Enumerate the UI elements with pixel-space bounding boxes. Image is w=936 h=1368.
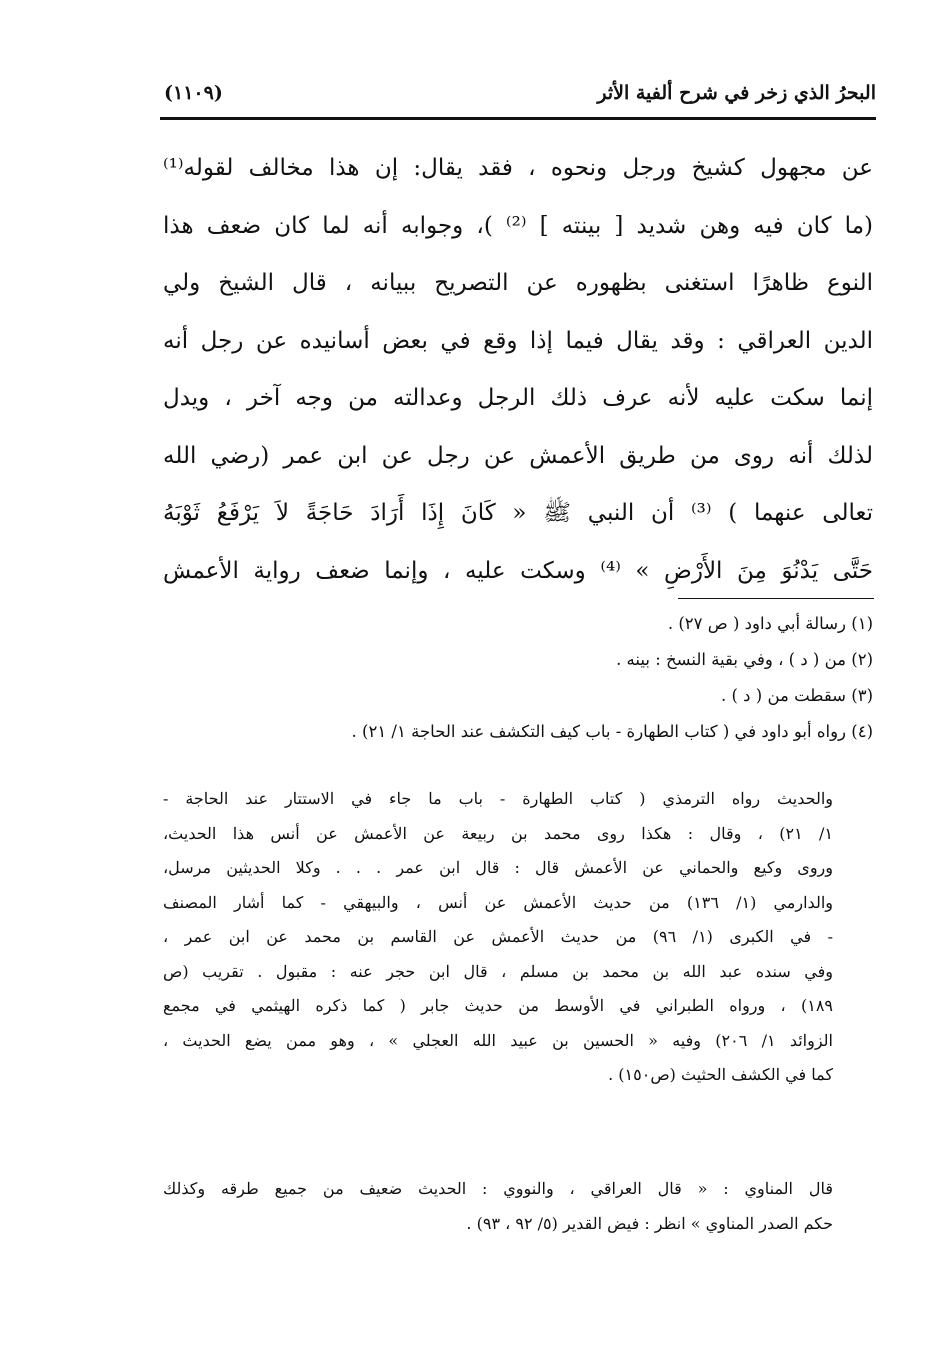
- main-text-line-hadith: حَتَّى يَدْنُوَ مِنَ الأَرْضِ » ⁽⁴⁾ وسكت عليه ، وإنما ضعف رواية الأعمش: [163, 557, 873, 584]
- page-number: (١١٠٩): [164, 82, 223, 104]
- footnote-4: (٤) رواه أبو داود في ( كتاب الطهارة - باب كيف التكشف عند الحاجة ١/ ٢١) .: [351, 722, 873, 741]
- footnote-line: وفي سنده عبد الله بن محمد بن مسلم ، قال ابن حجر عنه : مقبول . تقريب (ص: [163, 961, 833, 981]
- running-header: [160, 76, 876, 116]
- footnote-4-continuation: [163, 782, 833, 1093]
- main-text-line: الدين العراقي : وقد يقال فيما إذا وقع في بعض أسانيده عن رجل أنه: [163, 327, 873, 354]
- footnote-4-tail: [163, 1172, 833, 1241]
- main-text-line: عن مجهول كشيخ ورجل ونحوه ، فقد يقال: إن هذا مخالف لقوله⁽¹⁾: [163, 155, 873, 181]
- main-text: [163, 140, 873, 600]
- footnote-2: (٢) من ( د ) ، وفي بقية النسخ : بينه .: [616, 650, 873, 669]
- footnote-line: حكم الصدر المناوي » انظر : فيض القدير (٥/ ٩٢ ، ٩٣) .: [466, 1213, 833, 1233]
- footnote-line: وروى وكيع والحماني عن الأعمش قال : قال ابن عمر . . . وكلا الحديثين مرسل،: [163, 858, 833, 877]
- main-text-line: لذلك أنه روى من طريق الأعمش عن رجل عن ابن عمر (رضي الله: [163, 442, 873, 469]
- footnote-3: (٣) سقطت من ( د ) .: [721, 686, 873, 705]
- main-text-line: (ما كان فيه وهن شديد [ بينته ] ⁽²⁾ )، وجوابه أنه لما كان ضعف هذا: [163, 212, 873, 239]
- footnote-line: كما في الكشف الحثيث (ص١٥٠) .: [608, 1065, 833, 1084]
- footnote-line: ١/ ٢١) ، وقال : هكذا روى محمد بن ربيعة عن الأعمش عن أنس هذا الحديث،: [163, 823, 833, 843]
- footnote-line: والدارمي (١/ ١٣٦) من حديث الأعمش عن أنس ، والبيهقي - كما أشار المصنف: [163, 892, 833, 912]
- footnote-line: والحديث رواه الترمذي ( كتاب الطهارة - باب ما جاء في الاستتار عند الحاجة -: [163, 789, 833, 808]
- footnotes: [163, 606, 873, 750]
- footnote-separator: [678, 598, 874, 599]
- main-text-line: النوع ظاهرًا استغنى بظهوره عن التصريح ببيانه ، قال الشيخ ولي: [163, 270, 873, 296]
- main-text-line-hadith: تعالى عنهما ) ⁽³⁾ أن النبي ﷺ « كَانَ إِذَا أَرَادَ حَاجَةً لاَ يَرْفَعُ ثَوْبَهُ: [163, 500, 873, 526]
- main-text-line: إنما سكت عليه لأنه عرف ذلك الرجل وعدالته من وجه آخر ، ويدل: [163, 385, 873, 411]
- header-rule: [160, 117, 876, 120]
- footnote-line: قال المناوي : « قال العراقي ، والنووي : الحديث ضعيف من جميع طرقه وكذلك: [163, 1179, 833, 1198]
- footnote-line: - في الكبرى (١/ ٩٦) من حديث الأعمش عن القاسم بن محمد عن ابن عمر ،: [163, 927, 833, 946]
- footnote-line: ١٨٩) ، ورواه الطبراني في الأوسط من حديث جابر ( كما ذكره الهيثمي في مجمع: [163, 996, 833, 1015]
- footnote-1: (١) رسالة أبي داود ( ص ٢٧) .: [667, 614, 873, 633]
- book-title: البحرُ الذي زخر في شرح ألفية الأثر: [597, 82, 876, 104]
- footnote-line: الزوائد ١/ ٢٠٦) وفيه « الحسين بن عبيد الله العجلي » ، وهو ممن يضع الحديث ،: [163, 1030, 833, 1050]
